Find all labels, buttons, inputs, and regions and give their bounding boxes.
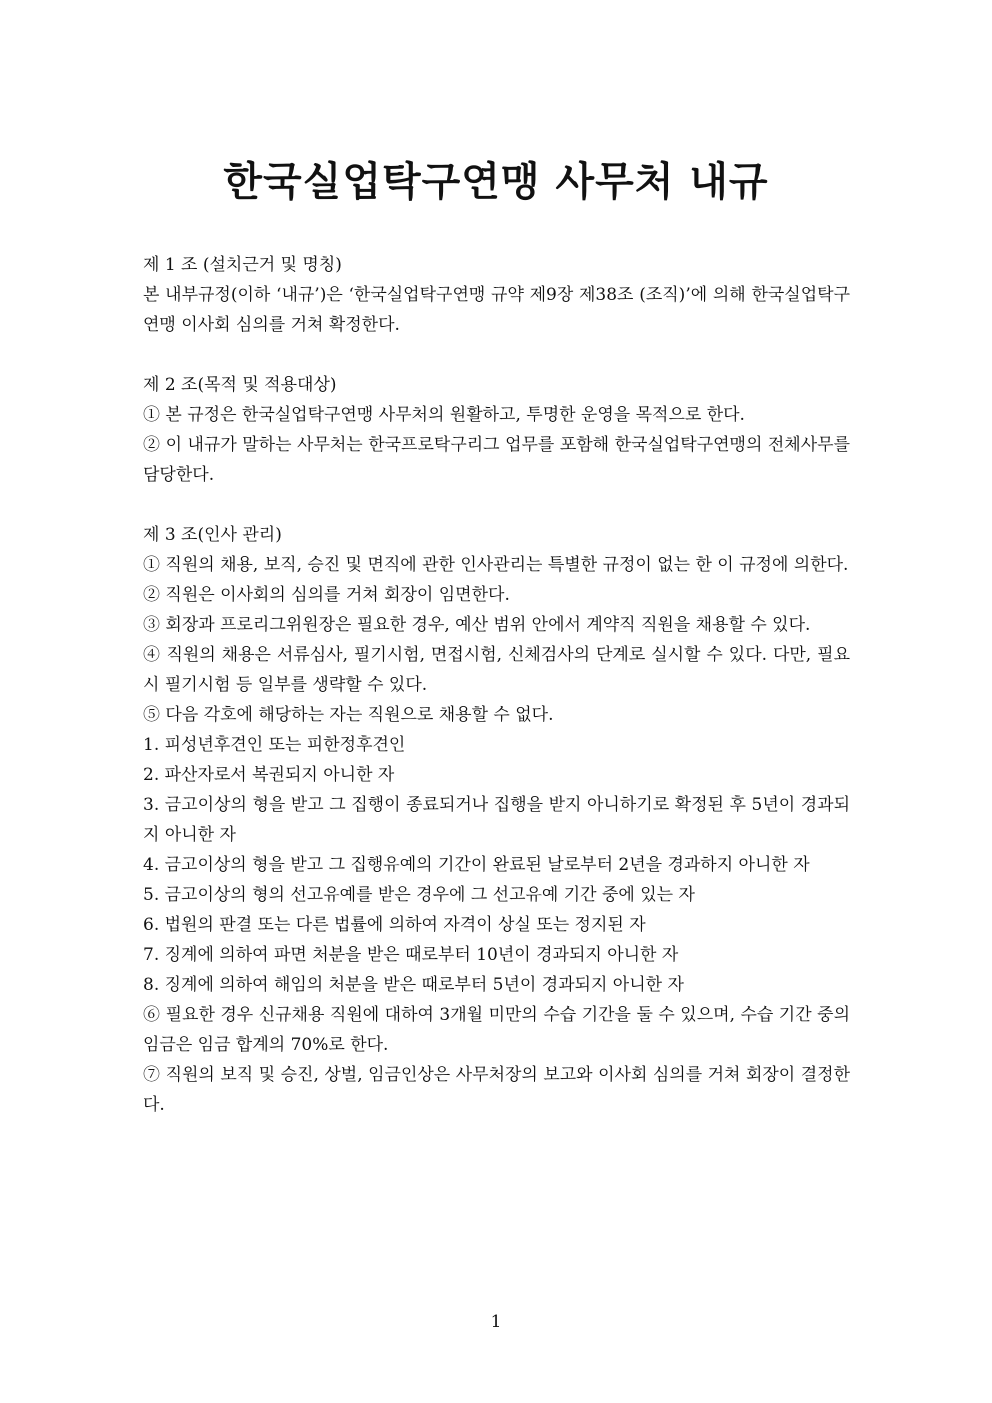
list-item: 8. 징계에 의하여 해임의 처분을 받은 때로부터 5년이 경과되지 아니한 자 — [143, 975, 684, 995]
article-paragraph: 본 내부규정(이하 ‘내규’)은 ‘한국실업탁구연맹 규약 제9장 제38조 (조직)’에 의해 한국실업탁구연맹 이사회 심의를 거쳐 확정한다. — [143, 285, 850, 335]
list-item: 4. 금고이상의 형을 받고 그 집행유예의 기간이 완료된 날로부터 2년을 경과하지 아니한 자 — [143, 855, 810, 875]
article-heading: 제 1 조 (설치근거 및 명칭) — [143, 255, 342, 275]
article-heading: 제 2 조(목적 및 적용대상) — [143, 375, 337, 395]
article-paragraph: ⑦ 직원의 보직 및 승진, 상벌, 임금인상은 사무처장의 보고와 이사회 심의를 거쳐 회장이 결정한다. — [143, 1065, 850, 1115]
list-item: 6. 법원의 판결 또는 다른 법률에 의하여 자격이 상실 또는 정지된 자 — [143, 915, 646, 935]
article-paragraph: ④ 직원의 채용은 서류심사, 필기시험, 면접시험, 신체검사의 단계로 실시할 수 있다. 다만, 필요 시 필기시험 등 일부를 생략할 수 있다. — [143, 645, 850, 695]
list-item: 3. 금고이상의 형을 받고 그 집행이 종료되거나 집행을 받지 아니하기로 확정된 후 5년이 경과되지 아니한 자 — [143, 795, 850, 845]
list-item: 1. 피성년후견인 또는 피한정후견인 — [143, 735, 406, 755]
article-paragraph: ③ 회장과 프로리그위원장은 필요한 경우, 예산 범위 안에서 계약직 직원을 채용할 수 있다. — [143, 615, 811, 635]
article-2 — [143, 370, 850, 490]
article-paragraph: ⑤ 다음 각호에 해당하는 자는 직원으로 채용할 수 없다. — [143, 705, 554, 725]
article-paragraph: ② 직원은 이사회의 심의를 거쳐 회장이 임면한다. — [143, 585, 510, 605]
article-1 — [143, 250, 850, 340]
article-paragraph: ⑥ 필요한 경우 신규채용 직원에 대하여 3개월 미만의 수습 기간을 둘 수 있으며, 수습 기간 중의 임금은 임금 합계의 70%로 한다. — [143, 1005, 850, 1055]
list-item: 2. 파산자로서 복권되지 아니한 자 — [143, 765, 395, 785]
document-title: 한국실업탁구연맹 사무처 내규 — [223, 159, 769, 205]
article-paragraph: ② 이 내규가 말하는 사무처는 한국프로탁구리그 업무를 포함해 한국실업탁구연맹의 전체사무를 담당한다. — [143, 435, 850, 485]
list-item: 7. 징계에 의하여 파면 처분을 받은 때로부터 10년이 경과되지 아니한 자 — [143, 945, 679, 965]
article-3 — [143, 520, 850, 1120]
page-number: 1 — [490, 1312, 502, 1332]
article-heading: 제 3 조(인사 관리) — [143, 525, 282, 545]
list-item: 5. 금고이상의 형의 선고유예를 받은 경우에 그 선고유예 기간 중에 있는 자 — [143, 885, 695, 905]
document-body — [143, 250, 850, 1150]
article-paragraph: ① 직원의 채용, 보직, 승진 및 면직에 관한 인사관리는 특별한 규정이 없는 한 이 규정에 의한다. — [143, 555, 849, 575]
article-paragraph: ① 본 규정은 한국실업탁구연맹 사무처의 원활하고, 투명한 운영을 목적으로 한다. — [143, 405, 745, 425]
